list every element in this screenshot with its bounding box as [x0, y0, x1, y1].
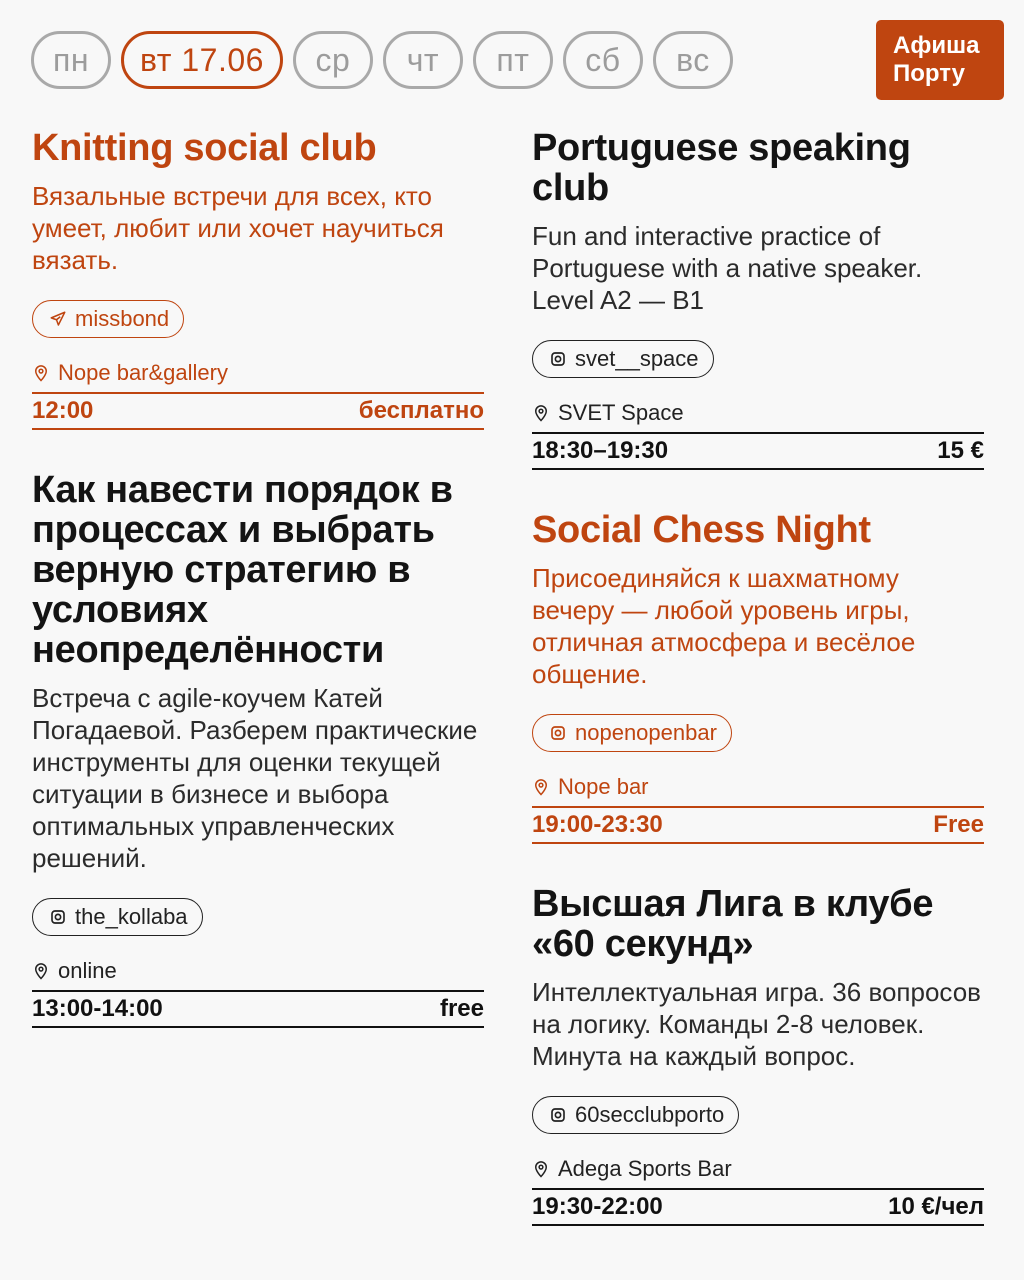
event-place: [532, 400, 984, 426]
event-place: [32, 958, 484, 984]
event-time: 18:30–19:30: [532, 437, 669, 464]
event-title: Social Chess Night: [532, 509, 871, 551]
event-time: 19:00-23:30: [532, 811, 663, 838]
events-right-column: [532, 128, 984, 1266]
event-title: Как навести порядок в процессах и выбрать верную стратегию в условиях неопределённости: [32, 469, 453, 671]
event-tag-handle: 60secclubporto: [575, 1102, 725, 1127]
event-card: [532, 510, 984, 844]
telegram-icon: [49, 310, 67, 328]
instagram-icon: [549, 1106, 567, 1124]
event-meta: [532, 806, 984, 844]
event-time: 13:00-14:00: [32, 995, 163, 1022]
event-place-name: Nope bar: [558, 774, 649, 799]
event-tag-handle: missbond: [75, 306, 170, 331]
instagram-icon: [549, 724, 567, 742]
event-card: [532, 128, 984, 470]
event-price: Free: [933, 811, 984, 838]
day-sat[interactable]: сб: [563, 31, 643, 89]
day-thu[interactable]: чт: [383, 31, 463, 89]
event-card: [32, 470, 484, 1028]
event-card: [532, 884, 984, 1226]
location-pin-icon: [532, 778, 550, 796]
instagram-icon: [49, 908, 67, 926]
event-price: 15 €: [937, 437, 984, 464]
event-tag-link[interactable]: [532, 1096, 739, 1134]
event-tag-link[interactable]: [532, 714, 732, 752]
event-place-name: SVET Space: [558, 400, 684, 425]
brand-line1: Афиша: [893, 32, 980, 59]
event-tag-handle: nopenopenbar: [575, 720, 717, 745]
event-title: Knitting social club: [32, 127, 377, 169]
day-fri[interactable]: пт: [473, 31, 553, 89]
event-tag-handle: the_kollaba: [75, 904, 188, 929]
event-place: [532, 1156, 984, 1182]
event-description: Fun and interactive practice of Portuguese with a native speaker. Level A2 — B1: [532, 221, 923, 315]
event-description: Встреча с agile-коучем Катей Погадаевой. Разберем практические инструменты для оценки текущей ситуации в бизнесе и выбора оптимальных управленческих решений.: [32, 683, 478, 873]
event-tag-link[interactable]: [32, 300, 184, 338]
location-pin-icon: [32, 364, 50, 382]
day-mon[interactable]: пн: [31, 31, 111, 89]
brand-logo: [876, 20, 1004, 100]
location-pin-icon: [532, 404, 550, 422]
location-pin-icon: [32, 962, 50, 980]
event-price: бесплатно: [358, 397, 484, 424]
event-place-name: Nope bar&gallery: [58, 360, 228, 385]
event-tag-link[interactable]: [32, 898, 203, 936]
event-title: Высшая Лига в клубе «60 секунд»: [532, 883, 934, 965]
event-card: [32, 128, 484, 430]
event-title: Portuguese speaking club: [532, 127, 911, 209]
event-price: 10 €/чел: [888, 1193, 984, 1220]
brand-line2: Порту: [893, 60, 965, 87]
event-description: Присоединяйся к шахматному вечеру — любой уровень игры, отличная атмосфера и весёлое общение.: [532, 563, 916, 689]
event-place: [532, 774, 984, 800]
event-tag-link[interactable]: [532, 340, 714, 378]
event-time: 19:30-22:00: [532, 1193, 663, 1220]
day-sun[interactable]: вс: [653, 31, 733, 89]
day-selector: [31, 31, 733, 89]
event-description: Интеллектуальная игра. 36 вопросов на логику. Команды 2-8 человек. Минута на каждый вопрос.: [532, 977, 981, 1071]
event-place: [32, 360, 484, 386]
event-time: 12:00: [32, 397, 94, 424]
event-place-name: online: [58, 958, 117, 983]
event-meta: [32, 990, 484, 1028]
day-tue-selected[interactable]: вт 17.06: [121, 31, 283, 89]
event-description: Вязальные встречи для всех, кто умеет, любит или хочет научиться вязать.: [32, 181, 444, 275]
location-pin-icon: [532, 1160, 550, 1178]
event-meta: [32, 392, 484, 430]
event-place-name: Adega Sports Bar: [558, 1156, 732, 1181]
event-meta: [532, 432, 984, 470]
event-tag-handle: svet__space: [575, 346, 699, 371]
day-wed[interactable]: ср: [293, 31, 373, 89]
event-meta: [532, 1188, 984, 1226]
event-price: free: [439, 995, 484, 1022]
instagram-icon: [549, 350, 567, 368]
events-left-column: [32, 128, 484, 1068]
